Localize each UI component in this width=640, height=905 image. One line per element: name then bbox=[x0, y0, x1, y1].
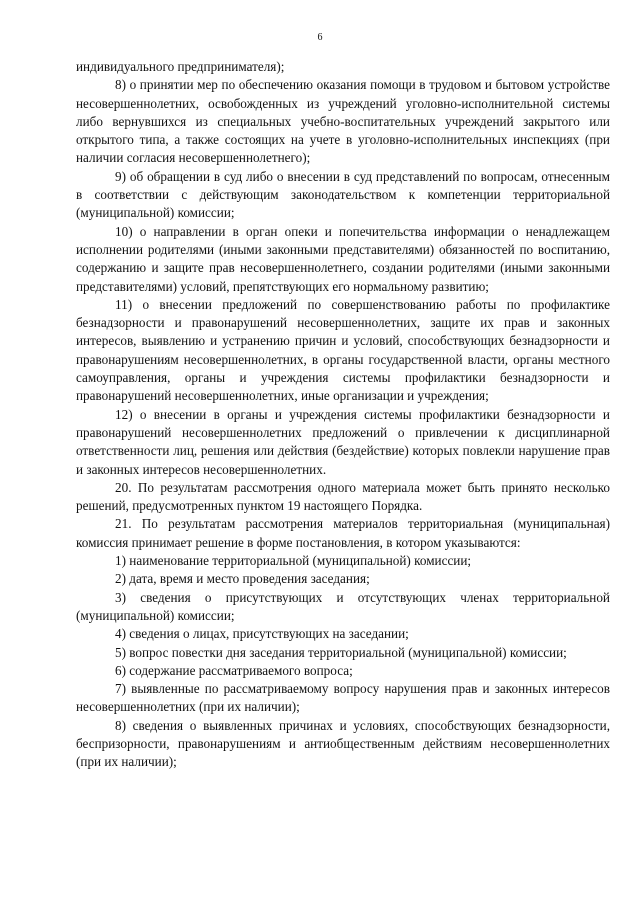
paragraph-item-8: 8) о принятии мер по обеспечению оказания помощи в трудовом и бытовом устройстве несовершеннолетних, освобожденных из учреждений уголовно-исполнительной системы либо вернувшихся из специальных учебно-воспитательных учреждений закрытого или открытого типа, а также состоящих на учете в уголовно-исполнительных инспекциях (при наличии согласия несовершеннолетнего); bbox=[76, 77, 610, 166]
paragraph-subitem-4: 4) сведения о лицах, присутствующих на заседании; bbox=[115, 626, 409, 642]
paragraph-item-11: 11) о внесении предложений по совершенствованию работы по профилактике безнадзорности и правонарушений несовершеннолетних, защите их прав и законных интересов, выявлению и устранению причин и условий, способствующих безнадзорности и правонарушениям несовершеннолетних, в органы государственной власти, органы местного самоуправления, органы и учреждения системы профилактики безнадзорности и правонарушений несовершеннолетних, иные организации и учреждения; bbox=[76, 296, 610, 404]
paragraph-item-10: 10) о направлении в орган опеки и попечительства информации о ненадлежащем исполнении родителями (иными законными представителями) обязанностей по воспитанию, содержанию и защите прав несовершеннолетнего, создании родителями (иными законными представителями) условий, препятствующих его нормальному развитию; bbox=[76, 223, 610, 294]
paragraph-item-9: 9) об обращении в суд либо о внесении в суд представлений по вопросам, отнесенным в соответствии с действующим законодательством к компетенции территориальной (муниципальной) комиссии; bbox=[76, 168, 610, 221]
page-number: 6 bbox=[317, 32, 323, 43]
paragraph-subitem-3: 3) сведения о присутствующих и отсутствующих членах территориальной (муниципальной) комиссии; bbox=[76, 589, 610, 623]
paragraph-subitem-6: 6) содержание рассматриваемого вопроса; bbox=[115, 662, 353, 678]
paragraph-subitem-5: 5) вопрос повестки дня заседания территориальной (муниципальной) комиссии; bbox=[115, 644, 567, 660]
paragraph-subitem-2: 2) дата, время и место проведения заседания; bbox=[115, 571, 370, 587]
paragraph-subitem-8: 8) сведения о выявленных причинах и условиях, способствующих безнадзорности, беспризорности, правонарушениям и антиобщественным действиям несовершеннолетних (при их наличии); bbox=[76, 717, 610, 770]
document-body bbox=[76, 58, 610, 772]
paragraph-subitem-7: 7) выявленные по рассматриваемому вопросу нарушения прав и законных интересов несовершеннолетних (при их наличии); bbox=[76, 681, 610, 715]
paragraph-clause-21: 21. По результатам рассмотрения материалов территориальная (муниципальная) комиссия принимает решение в форме постановления, в котором указываются: bbox=[76, 516, 610, 550]
paragraph-clause-20: 20. По результатам рассмотрения одного материала может быть принято несколько решений, предусмотренных пунктом 19 настоящего Порядка. bbox=[76, 479, 610, 514]
paragraph-continuation: индивидуального предпринимателя); bbox=[76, 59, 285, 74]
paragraph-subitem-1: 1) наименование территориальной (муниципальной) комиссии; bbox=[115, 553, 472, 569]
paragraph-item-12: 12) о внесении в органы и учреждения системы профилактики безнадзорности и правонарушений несовершеннолетних предложений о привлечении к дисциплинарной ответственности лиц, решения или действия (бездействие) которых повлекли нарушение прав и законных интересов несовершеннолетних. bbox=[76, 406, 610, 477]
